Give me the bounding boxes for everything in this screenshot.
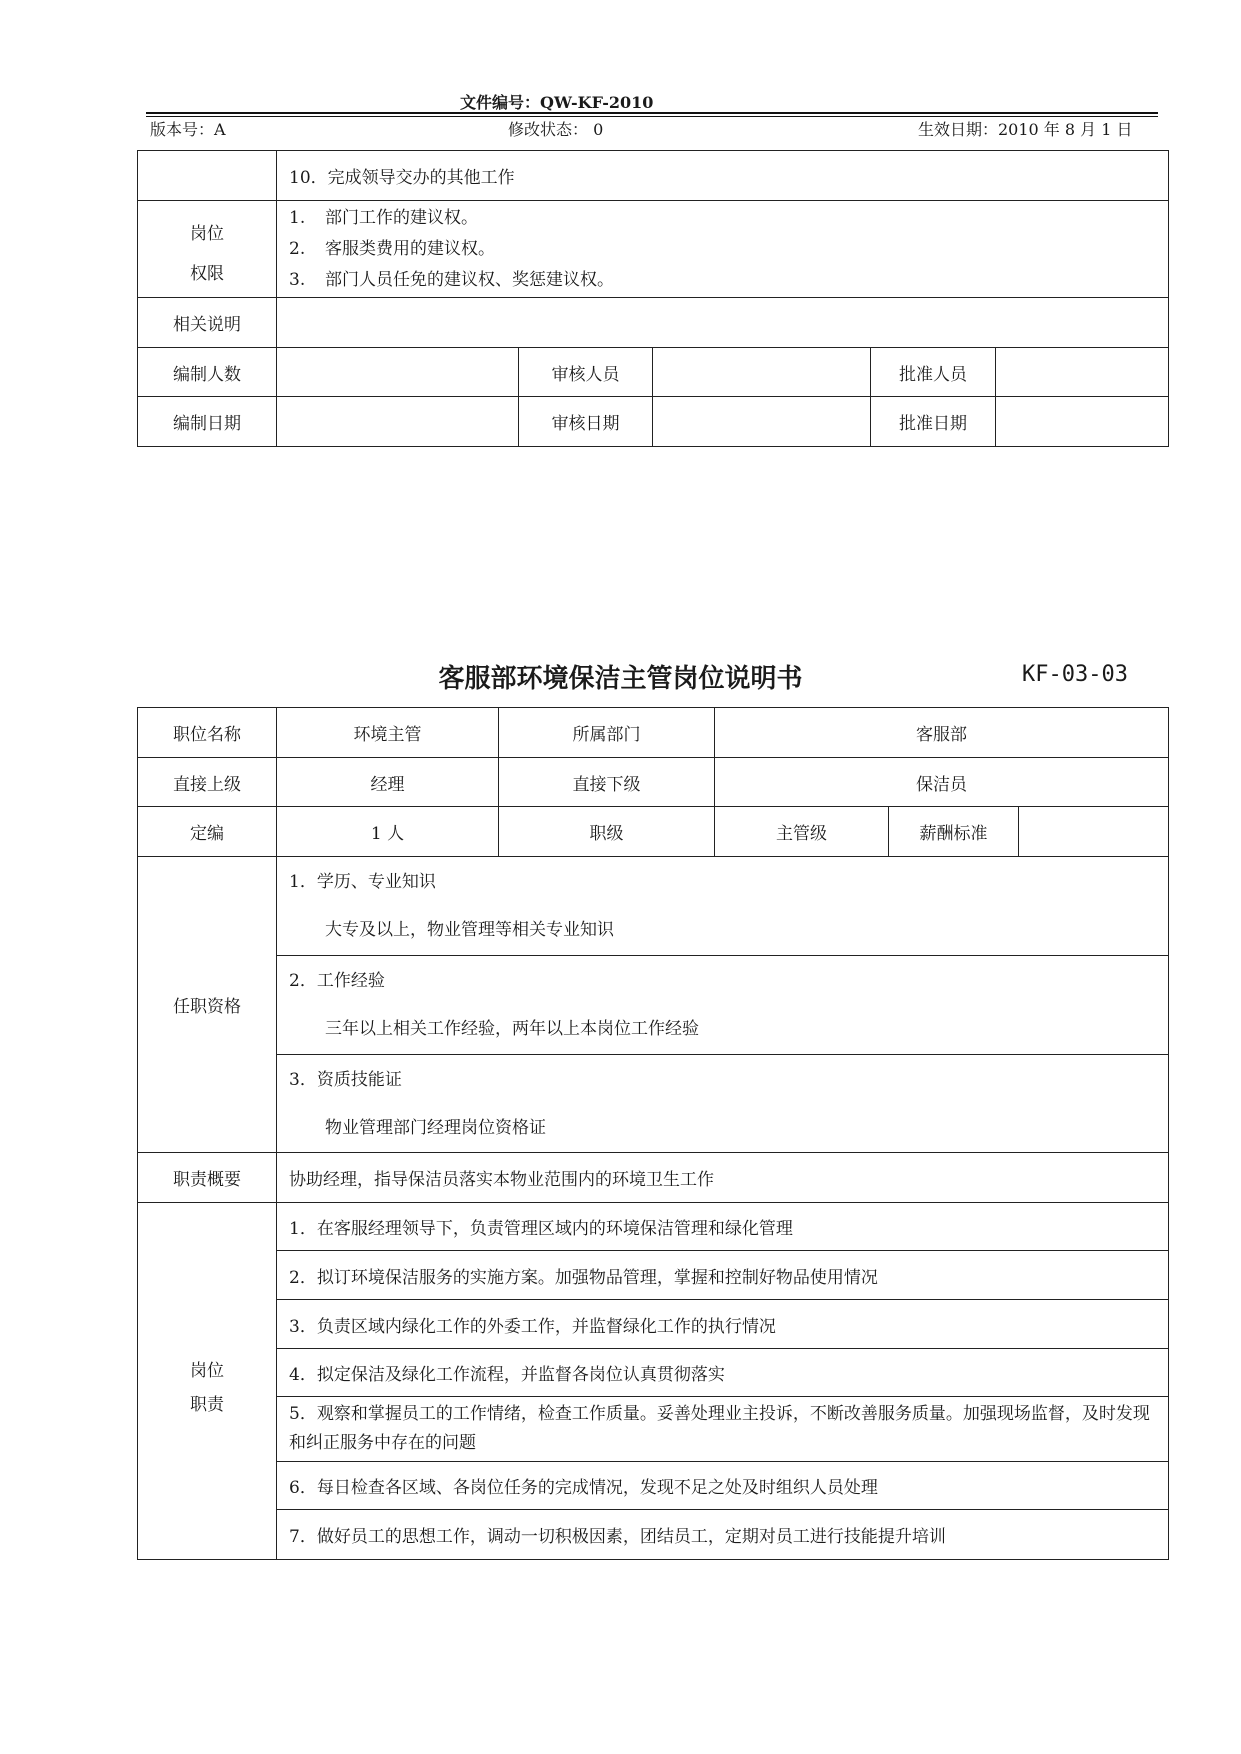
duty-item: 7．做好员工的思想工作，调动一切积极因素，团结员工，定期对员工进行技能提升培训 xyxy=(277,1510,1169,1560)
notes-value xyxy=(277,298,1169,348)
prepared-by-value xyxy=(277,348,519,397)
position-name-label: 职位名称 xyxy=(138,708,277,758)
table-row xyxy=(138,956,1169,1055)
list-number: 2. xyxy=(289,238,306,259)
other-duty-cell xyxy=(277,151,1169,201)
qualification-heading: 2．工作经验 xyxy=(289,971,385,991)
table-row xyxy=(138,1300,1169,1349)
table-row xyxy=(138,1251,1169,1300)
list-item xyxy=(289,265,1156,296)
subordinate-label: 直接下级 xyxy=(499,758,715,807)
list-text: 部门工作的建议权。 xyxy=(325,207,478,228)
grade-value: 主管级 xyxy=(715,807,889,857)
table-row xyxy=(138,1203,1169,1251)
reviewer-label: 审核人员 xyxy=(519,348,653,397)
prepared-date-label: 编制日期 xyxy=(138,397,277,447)
table-row xyxy=(138,1153,1169,1203)
summary-label: 职责概要 xyxy=(138,1153,277,1203)
superior-value: 经理 xyxy=(277,758,499,807)
qualification-detail: 大专及以上，物业管理等相关专业知识 xyxy=(325,920,614,940)
table-row xyxy=(138,708,1169,758)
duty-item: 4．拟定保洁及绿化工作流程，并监督各岗位认真贯彻落实 xyxy=(277,1349,1169,1397)
department-value: 客服部 xyxy=(715,708,1169,758)
qualification-detail: 三年以上相关工作经验，两年以上本岗位工作经验 xyxy=(325,1019,699,1039)
table-row xyxy=(138,201,1169,298)
review-date-label: 审核日期 xyxy=(519,397,653,447)
effective-date: 生效日期：2010 年 8 月 1 日 xyxy=(918,120,1133,139)
review-date-value xyxy=(653,397,871,447)
qualification-cell xyxy=(277,1055,1169,1153)
table-row xyxy=(138,298,1169,348)
qualification-label: 任职资格 xyxy=(138,857,277,1153)
other-duty-text: 10．完成领导交办的其他工作 xyxy=(289,168,515,188)
salary-value xyxy=(1019,807,1169,857)
authority-label-line1: 岗位 xyxy=(190,224,224,244)
table-row xyxy=(138,1462,1169,1510)
duties-label-line2: 职责 xyxy=(190,1395,224,1415)
prepared-date-value xyxy=(277,397,519,447)
headcount-label: 定编 xyxy=(138,807,277,857)
qualification-detail: 物业管理部门经理岗位资格证 xyxy=(325,1117,546,1138)
authority-label-line2: 权限 xyxy=(190,264,224,284)
table-row xyxy=(138,1510,1169,1560)
previous-position-table xyxy=(137,150,1169,447)
approve-date-label: 批准日期 xyxy=(871,397,996,447)
list-number: 1. xyxy=(289,207,306,228)
duty-item-text: 5．观察和掌握员工的工作情绪，检查工作质量。妥善处理业主投诉，不断改善服务质量。加强现场监督，及时发现和纠正服务中存在的问题 xyxy=(289,1404,1150,1453)
table-row xyxy=(138,758,1169,807)
duties-label-cell xyxy=(138,1203,277,1560)
duty-item xyxy=(277,1397,1169,1462)
position-description-table xyxy=(137,707,1169,1560)
list-text: 部门人员任免的建议权、奖惩建议权。 xyxy=(325,269,614,290)
department-label: 所属部门 xyxy=(499,708,715,758)
authority-list-cell xyxy=(277,201,1169,298)
duty-item: 3．负责区域内绿化工作的外委工作，并监督绿化工作的执行情况 xyxy=(277,1300,1169,1349)
list-number: 3. xyxy=(289,269,306,290)
duties-label-line1: 岗位 xyxy=(190,1361,224,1381)
headcount-value: 1 人 xyxy=(277,807,499,857)
qualification-heading: 1．学历、专业知识 xyxy=(289,872,436,892)
duty-item: 2．拟订环境保洁服务的实施方案。加强物品管理，掌握和控制好物品使用情况 xyxy=(277,1251,1169,1300)
summary-value: 协助经理，指导保洁员落实本物业范围内的环境卫生工作 xyxy=(277,1153,1169,1203)
table-row xyxy=(138,151,1169,201)
list-item xyxy=(289,203,1156,234)
header-rule-thick xyxy=(146,112,1158,114)
grade-label: 职级 xyxy=(499,807,715,857)
salary-label: 薪酬标准 xyxy=(889,807,1019,857)
authority-label-cell xyxy=(138,201,277,298)
table-row xyxy=(138,857,1169,956)
table-row xyxy=(138,807,1169,857)
empty-label-cell xyxy=(138,151,277,201)
list-item xyxy=(289,234,1156,265)
duty-item: 1．在客服经理领导下，负责管理区域内的环境保洁管理和绿化管理 xyxy=(277,1203,1169,1251)
approver-value xyxy=(996,348,1169,397)
subordinate-value: 保洁员 xyxy=(715,758,1169,807)
prepared-by-label: 编制人数 xyxy=(138,348,277,397)
version-number: 版本号：A xyxy=(150,120,226,139)
document-title: 客服部环境保洁主管岗位说明书 xyxy=(438,664,803,694)
duty-item: 6．每日检查各区域、各岗位任务的完成情况，发现不足之处及时组织人员处理 xyxy=(277,1462,1169,1510)
approve-date-value xyxy=(996,397,1169,447)
document-code: KF-03-03 xyxy=(1022,662,1128,687)
table-row xyxy=(138,1055,1169,1153)
qualification-cell xyxy=(277,956,1169,1055)
qualification-heading: 3．资质技能证 xyxy=(289,1069,402,1090)
table-row xyxy=(138,1397,1169,1462)
table-row xyxy=(138,397,1169,447)
reviewer-value xyxy=(653,348,871,397)
table-row xyxy=(138,348,1169,397)
superior-label: 直接上级 xyxy=(138,758,277,807)
list-text: 客服类费用的建议权。 xyxy=(325,238,495,259)
position-name-value: 环境主管 xyxy=(277,708,499,758)
approver-label: 批准人员 xyxy=(871,348,996,397)
table-row xyxy=(138,1349,1169,1397)
document-number: 文件编号：QW-KF-2010 xyxy=(460,93,654,112)
notes-label: 相关说明 xyxy=(138,298,277,348)
revision-status: 修改状态： 0 xyxy=(508,120,604,139)
qualification-cell xyxy=(277,857,1169,956)
